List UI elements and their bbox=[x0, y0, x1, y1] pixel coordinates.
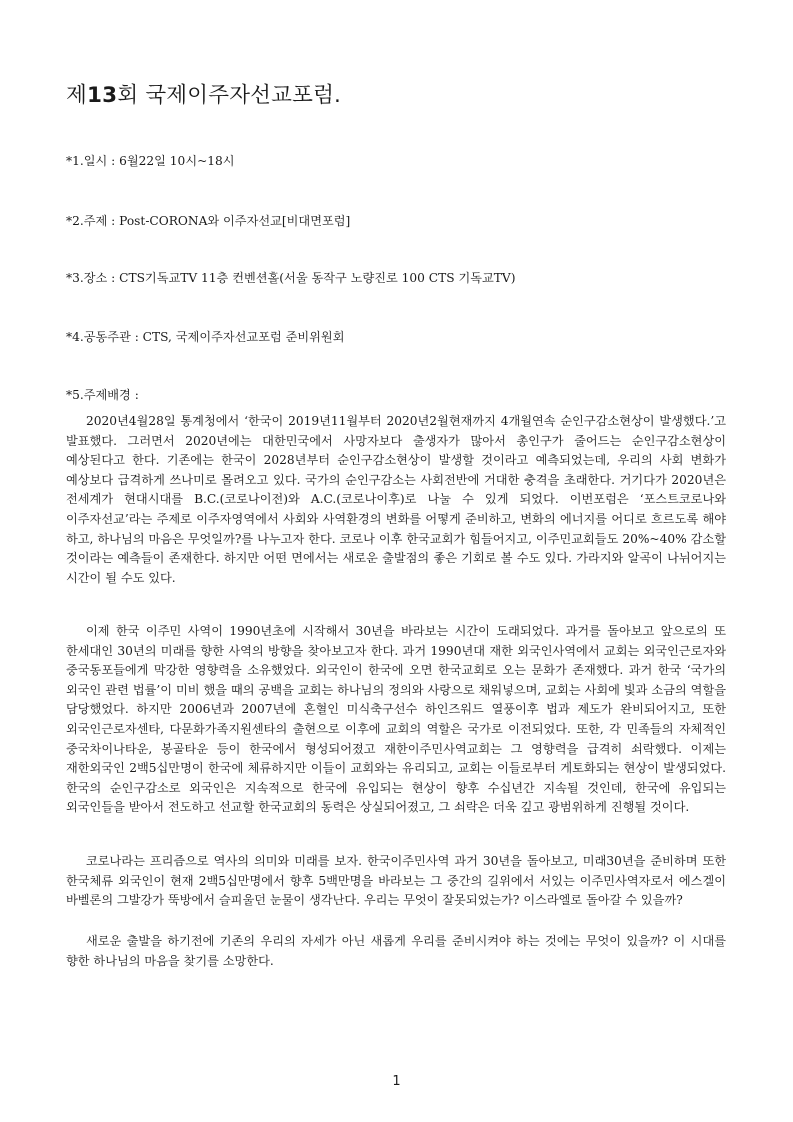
title-prefix: 제 bbox=[66, 83, 87, 108]
background-paragraph-2: 이제 한국 이주민 사역이 1990년초에 시작해서 30년을 바라보는 시간이 도래되었다. 과거를 돌아보고 앞으로의 또 한세대인 30년의 미래를 향한 사역의 방향을 찾아보고자 한다. 과거 1990년대 재한 외국인사역에서 교회는 외국인근로자와 중국동포들에게 막강한 영향력을 소유했었다. 외국인이 한국에 오면 한국교회로 오는 문화가 존재했다. 과거 한국 ‘국가의 외국인 관련 법률’이 미비 했을 때의 공백을 교회는 하나님의 정의와 사랑으로 채워넣으며, 교회는 사회에 빛과 소금의 역할을 담당했었다. 하지만 2006년과 2007년에 혼혈인 미식축구선수 하인즈워드 열풍이후 법과 제도가 완비되어지고, 또한 외국인근로자센타, 다문화가족지원센타의 출현으로 이후에 교회의 역할은 국가로 이전되었다. 또한, 각 민족들의 자체적인 중국차이나타운, 봉골타운 등이 한국에서 형성되어졌고 재한이주민사역교회는 그 영향력을 급격히 쇠락했다. 이제는 재한외국인 2백5십만명이 한국에 체류하지만 이들이 교회와는 유리되고, 교회는 이들로부터 게토화되는 현상이 발생되었다. 한국의 순인구감소로 외국인은 지속적으로 한국에 유입되는 현상이 향후 수십년간 지속될 것인데, 한국에 유입되는 외국인들을 받아서 전도하고 선교할 한국교회의 동력은 상실되어졌고, 그 쇠락은 더욱 깊고 광범위하게 진행될 것이다. bbox=[66, 624, 726, 815]
background-paragraph-1: 2020년4월28일 통계청에서 ‘한국이 2019년11월부터 2020년2월현재까지 4개월연속 순인구감소현상이 발생했다.’고 발표했다. 그러면서 2020년에는 대한민국에서 사망자보다 출생자가 많아서 총인구가 줄어드는 순인구감소현상이 예상된다고 한다. 기존에는 한국이 2028년부터 순인구감소현상이 발생할 것이라고 예측되었는데, 우리의 사회 변화가 예상보다 급격하게 쓰나미로 몰려오고 있다. 국가의 순인구감소는 사회전반에 거대한 충격을 초래한다. 거기다가 2020년은 전세계가 현대시대를 B.C.(코로나이전)와 A.C.(코로나이후)로 나눌 수 있게 되었다. 이번포럼은 ‘포스트코로나와 이주자선교’라는 주제로 이주자영역에서 사회와 사역환경의 변화를 어떻게 준비하고, 변화의 에너지를 어디로 흐르도록 해야 하고, 하나님의 마음은 무엇일까?를 나누고자 한다. 코로나 이후 한국교회가 힘들어지고, 이주민교회들도 20%~40% 감소할 것이라는 예측들이 존재한다. 하지만 어떤 면에서는 새로운 출발점의 좋은 기회로 볼 수도 있다. 가라지와 알곡이 나뉘어지는 시간이 될 수도 있다. bbox=[66, 414, 726, 585]
page-number: 1 bbox=[392, 1074, 401, 1089]
item-background-label: *5.주제배경 : bbox=[66, 388, 139, 402]
item-organizers: *4.공동주관 : CTS, 국제이주자선교포럼 준비위원회 bbox=[66, 330, 345, 344]
item-theme: *2.주제 : Post-CORONA와 이주자선교[비대면포럼] bbox=[66, 214, 351, 228]
title-suffix: 회 국제이주자선교포럼. bbox=[117, 83, 342, 108]
title-number: 13 bbox=[86, 83, 118, 108]
forum-title bbox=[66, 78, 341, 109]
item-venue: *3.장소 : CTS기독교TV 11층 컨벤션홀(서울 동작구 노량진로 100 CTS 기독교TV) bbox=[66, 271, 516, 285]
background-paragraph-3: 코로나라는 프리즘으로 역사의 의미와 미래를 보자. 한국이주민사역 과거 30년을 돌아보고, 미래30년을 준비하며 또한 한국체류 외국인이 현재 2백5십만명에서 향후 5백만명을 바라보는 그 중간의 길위에서 서있는 이주민사역자로서 에스겔이 바벨론의 그발강가 뚝방에서 슬피울던 눈물이 생각난다. 우리는 무엇이 잘못되었는가? 이스라엘로 돌아갈 수 있을까? bbox=[66, 854, 726, 908]
item-date: *1.일시 : 6월22일 10시~18시 bbox=[66, 154, 235, 168]
background-paragraph-4: 새로운 출발을 하기전에 기존의 우리의 자세가 아닌 새롭게 우리를 준비시켜야 하는 것에는 무엇이 있을까? 이 시대를 향한 하나님의 마음을 찾기를 소망한다. bbox=[66, 934, 726, 968]
